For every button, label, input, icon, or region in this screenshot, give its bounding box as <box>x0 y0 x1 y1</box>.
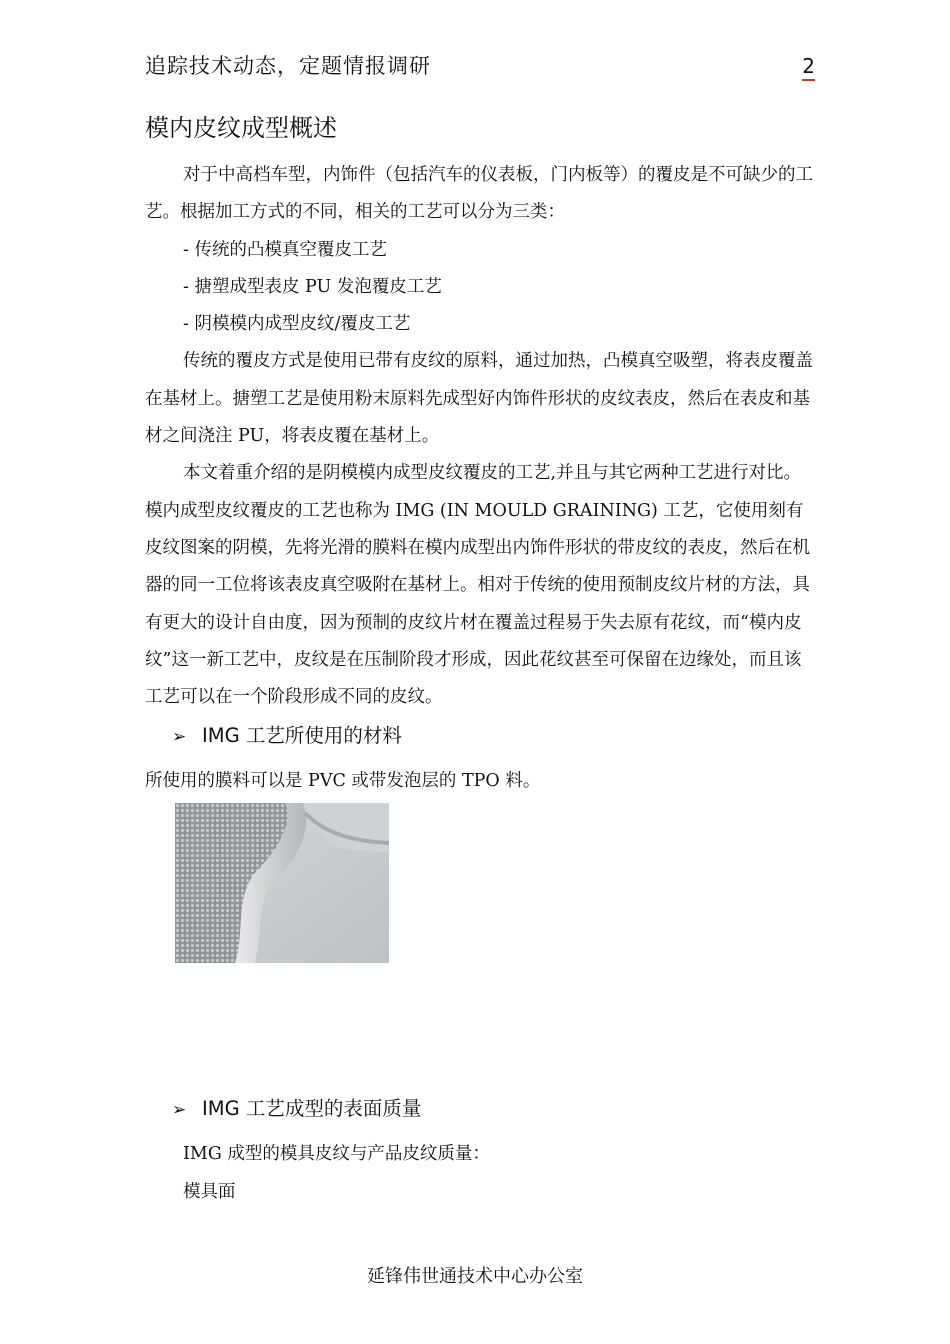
grained-skin-photo <box>175 803 389 963</box>
process-list-item-3: - 阴模模内成型皮纹/覆皮工艺 <box>183 314 411 335</box>
intro-paragraph-3: 本文着重介绍的是阴模模内成型皮纹覆皮的工艺,并且与其它两种工艺进行对比。模内成型皮纹覆皮的工艺也称为 IMG (IN MOULD GRAINING) 工艺，它使用刻有皮纹图案的阴模，先将光滑的膜料在模内成型出内饰件形状的带皮纹的表皮，然后在机器的同一工位将该表皮真空吸附在基材上。相对于传统的使用预制皮纹片材的方法，具有更大的设计自由度，因为预制的皮纹片材在覆盖过程易于失去原有花纹，而“模内皮纹”这一新工艺中，皮纹是在压制阶段才形成，因此花纹甚至可保留在边缘处，而且该工艺可以在一个阶段形成不同的皮纹。 <box>145 463 810 708</box>
intro-paragraph-2: 传统的覆皮方式是使用已带有皮纹的原料，通过加热，凸模真空吸塑，将表皮覆盖在基材上。搪塑工艺是使用粉末原料先成型好内饰件形状的皮纹表皮，然后在表皮和基材之间浇注 PU，将表皮覆在基材上。 <box>145 351 813 447</box>
process-list-item-1: - 传统的凸模真空覆皮工艺 <box>183 239 387 260</box>
header-title: 追踪技术动态，定题情报调研 <box>145 54 431 78</box>
materials-text: 所使用的膜料可以是 PVC 或带发泡层的 TPO 料。 <box>145 771 541 791</box>
quality-heading-text: IMG 工艺成型的表面质量 <box>202 1097 422 1120</box>
page-footer: 延锋伟世通技术中心办公室 <box>367 1266 583 1287</box>
quality-text-line-2: 模具面 <box>183 1182 236 1202</box>
section-title: 模内皮纹成型概述 <box>145 114 337 142</box>
intro-body <box>145 157 817 716</box>
intro-paragraph-1: 对于中高档车型，内饰件（包括汽车的仪表板，门内板等）的覆皮是不可缺少的工艺。根据加工方式的不同，相关的工艺可以分为三类： <box>145 165 813 223</box>
quality-text-line-1: IMG 成型的模具皮纹与产品皮纹质量： <box>183 1144 490 1164</box>
arrow-bullet-icon: ➢ <box>172 1100 187 1120</box>
page-number: 2 <box>802 54 815 81</box>
arrow-bullet-icon: ➢ <box>172 727 187 747</box>
quality-heading <box>172 1093 421 1121</box>
page-header <box>145 48 815 88</box>
materials-heading <box>172 720 402 748</box>
materials-heading-text: IMG 工艺所使用的材料 <box>202 724 402 747</box>
process-list-item-2: - 搪塑成型表皮 PU 发泡覆皮工艺 <box>183 276 442 297</box>
